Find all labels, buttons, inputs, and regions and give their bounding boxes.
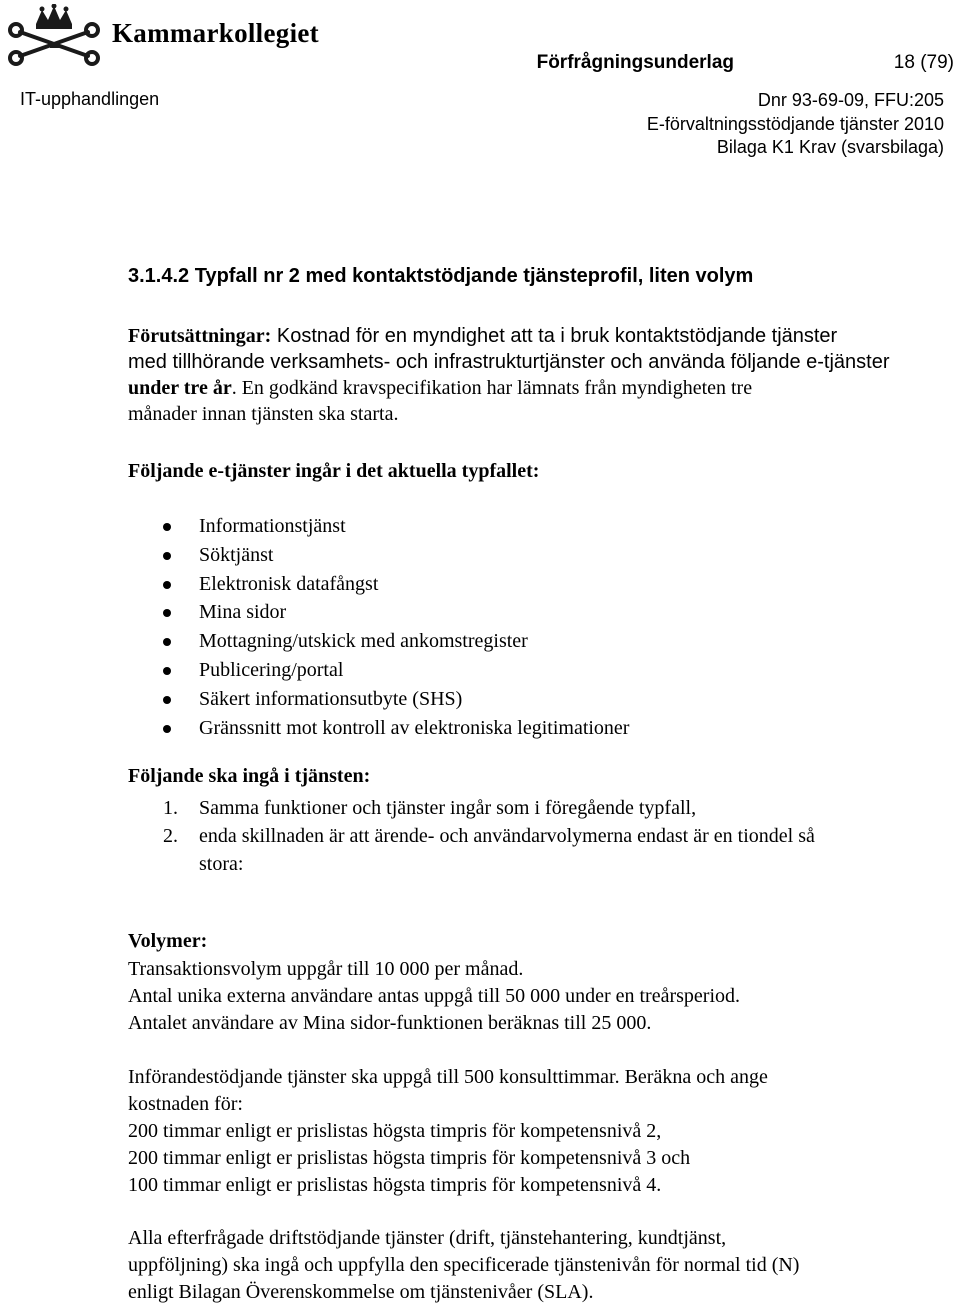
bullet-icon <box>163 523 171 531</box>
list-item <box>128 822 815 878</box>
consulting-line: 200 timmar enligt er prislistas högsta timpris för kompetensnivå 2, <box>128 1120 662 1142</box>
prerequisites-line4: månader innan tjänsten ska starta. <box>128 403 399 425</box>
bullet-icon <box>163 725 171 733</box>
item-text: enda skillnaden är att ärende- och användarvolymerna endast är en tiondel så <box>199 825 815 847</box>
item-text: Samma funktioner och tjänster ingår som i föregående typfall, <box>199 797 697 819</box>
sla-line: enligt Bilagan Överenskommelse om tjänstenivåer (SLA). <box>128 1281 594 1303</box>
prerequisites-paragraph <box>128 323 890 427</box>
bullet-icon <box>163 552 171 560</box>
prerequisites-line3: . En godkänd kravspecifikation har lämnats från myndigheten tre <box>231 377 753 399</box>
prerequisites-label: Förutsättningar: <box>128 325 272 347</box>
list-item: Gränssnitt mot kontroll av elektroniska legitimationer <box>160 714 629 743</box>
bullet-icon <box>163 638 171 646</box>
consulting-line: 200 timmar enligt er prislistas högsta timpris för kompetensnivå 3 och <box>128 1147 691 1169</box>
list-item: Söktjänst <box>160 541 629 570</box>
section-heading: 3.1.4.2 Typfall nr 2 med kontaktstödjande tjänsteprofil, liten volym <box>128 265 754 287</box>
list-item: Elektronisk datafångst <box>160 570 629 599</box>
consulting-line: kostnaden för: <box>128 1093 243 1115</box>
consulting-paragraph <box>128 1064 768 1199</box>
page-number: 18 (79) <box>893 52 954 73</box>
item-number: 2. <box>163 825 178 847</box>
list-item: Publicering/portal <box>160 656 629 685</box>
consulting-line: Införandestödjande tjänster ska uppgå till 500 konsulttimmar. Beräkna och ange <box>128 1066 768 1088</box>
prerequisites-duration: under tre år <box>128 377 232 399</box>
bullet-icon <box>163 667 171 675</box>
framework-name: E-förvaltningsstödjande tjänster 2010 <box>646 113 944 134</box>
appendix-name: Bilaga K1 Krav (svarsbilaga) <box>716 137 944 158</box>
document-type: Förfrågningsunderlag <box>536 52 734 73</box>
volume-line: Antalet användare av Mina sidor-funktionen beräknas till 25 000. <box>128 1012 652 1034</box>
included-list <box>128 794 815 878</box>
bullet-icon <box>163 696 171 704</box>
services-list <box>160 512 629 742</box>
list-item: Mottagning/utskick med ankomstregister <box>160 627 629 656</box>
unit-name: IT-upphandlingen <box>20 89 160 109</box>
item-number: 1. <box>163 797 178 819</box>
bullet-icon <box>163 581 171 589</box>
list-item: Mina sidor <box>160 598 629 627</box>
services-title: Följande e-tjänster ingår i det aktuella typfallet: <box>128 460 540 482</box>
list-item <box>128 794 815 822</box>
list-item: Informationstjänst <box>160 512 629 541</box>
sla-line: Alla efterfrågade driftstödjande tjänster (drift, tjänstehantering, kundtjänst, <box>128 1227 727 1249</box>
sla-paragraph <box>128 1225 799 1306</box>
document-reference <box>647 89 944 160</box>
prerequisites-line1: Kostnad för en myndighet att ta i bruk kontaktstödjande tjänster <box>271 325 838 347</box>
volume-line: Transaktionsvolym uppgår till 10 000 per månad. <box>128 958 524 980</box>
volumes-title: Volymer: <box>128 930 208 952</box>
brand-name: Kammarkollegiet <box>112 18 319 48</box>
volumes-paragraph <box>128 956 740 1037</box>
registration-number: Dnr 93-69-09, FFU:205 <box>757 90 944 110</box>
consulting-line: 100 timmar enligt er prislistas högsta timpris för kompetensnivå 4. <box>128 1174 662 1196</box>
volume-line: Antal unika externa användare antas uppgå till 50 000 under en treårsperiod. <box>128 985 741 1007</box>
sla-line: uppföljning) ska ingå och uppfylla den specificerade tjänstenivån för normal tid (N) <box>128 1254 800 1276</box>
item-text-continued: stora: <box>199 853 244 875</box>
bullet-icon <box>163 609 171 617</box>
prerequisites-line2: med tillhörande verksamhets- och infrastrukturtjänster och använda följande e-tjänster <box>128 351 890 373</box>
list-item: Säkert informationsutbyte (SHS) <box>160 685 629 714</box>
included-title: Följande ska ingå i tjänsten: <box>128 765 371 787</box>
